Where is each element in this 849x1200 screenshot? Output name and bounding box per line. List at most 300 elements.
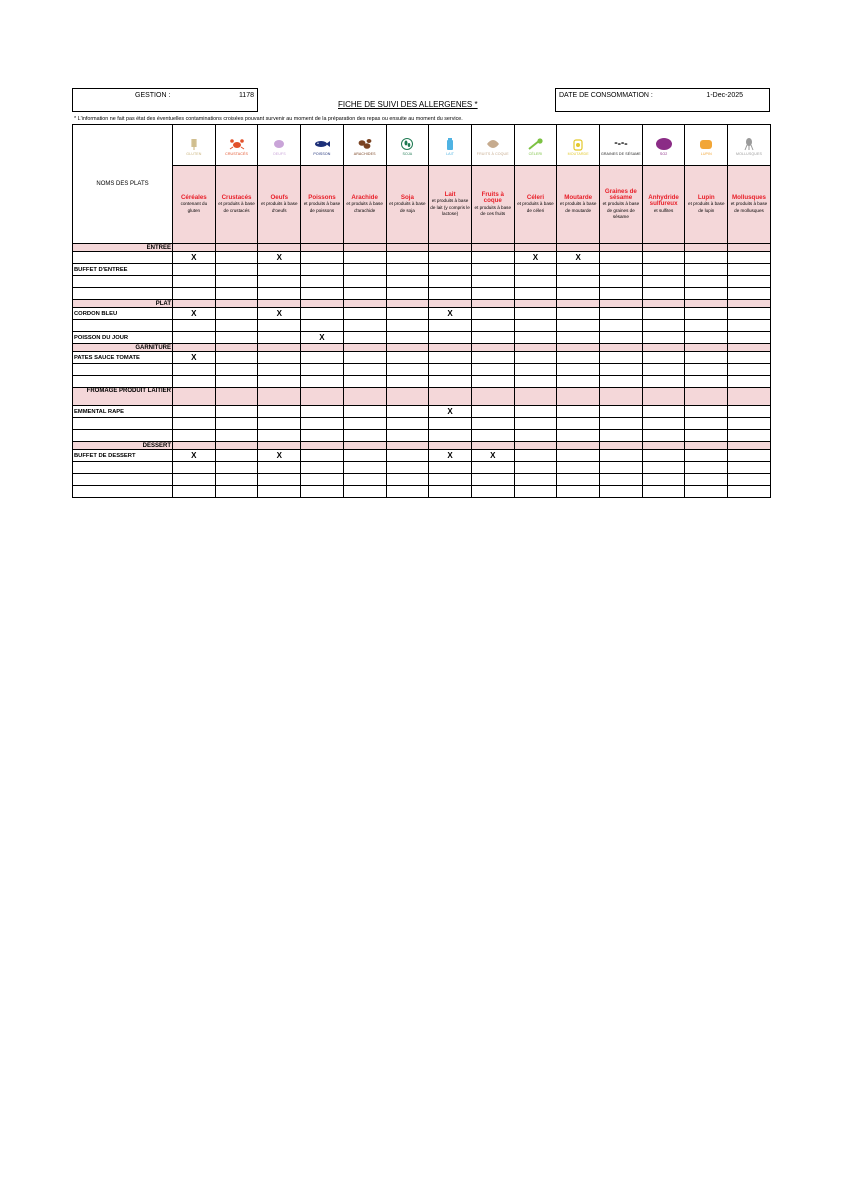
allergen-icon-caption: SOJA [402, 151, 413, 156]
allergen-mark-cell [685, 364, 728, 376]
section-fill-cell [173, 442, 216, 450]
allergen-mark-cell [258, 364, 301, 376]
allergen-mark-cell [258, 418, 301, 430]
allergen-mark-cell [301, 474, 344, 486]
section-fill-cell [557, 344, 600, 352]
allergen-mark-cell [429, 462, 472, 474]
allergen-mark-cell [728, 352, 771, 364]
allergen-mark-cell [258, 276, 301, 288]
allergen-mark-cell [343, 276, 386, 288]
allergen-icon-cell [642, 125, 685, 166]
section-name: DESSERT [73, 442, 173, 450]
allergen-mark-cell [429, 320, 472, 332]
allergen-mark-cell [728, 486, 771, 498]
fish-icon [313, 137, 331, 151]
allergen-mark-cell [557, 364, 600, 376]
allergen-mark-cell [728, 264, 771, 276]
dish-row [73, 320, 771, 332]
section-fill-cell [600, 300, 643, 308]
allergen-mark-cell [514, 462, 557, 474]
soy-icon [398, 137, 416, 151]
allergen-mark-cell [728, 308, 771, 320]
allergen-mark-cell [471, 376, 514, 388]
allergen-mark-cell [301, 486, 344, 498]
dish-name [73, 462, 173, 474]
section-fill-cell [343, 244, 386, 252]
allergen-mark-cell [557, 352, 600, 364]
dish-row [73, 364, 771, 376]
allergen-mark-cell [471, 252, 514, 264]
section-fill-cell [557, 442, 600, 450]
allergen-mark-cell [685, 430, 728, 442]
section-fill-cell [471, 442, 514, 450]
allergen-header-cell [514, 166, 557, 244]
section-fill-cell [728, 344, 771, 352]
allergen-mark-cell [173, 276, 216, 288]
allergen-mark-cell: X [173, 450, 216, 462]
section-fill-cell [642, 442, 685, 450]
allergen-mark-cell [728, 376, 771, 388]
allergen-mark-cell [642, 462, 685, 474]
allergen-mark-cell [386, 352, 429, 364]
section-fill-cell [301, 244, 344, 252]
allergen-mark-cell [557, 332, 600, 344]
allergen-mark-cell [429, 376, 472, 388]
allergen-mark-cell [173, 364, 216, 376]
allergen-header-cell [258, 166, 301, 244]
allergen-mark-cell [685, 288, 728, 300]
crab-icon [228, 137, 246, 151]
section-row [73, 244, 771, 252]
allergen-mark-cell [471, 364, 514, 376]
section-fill-cell [215, 300, 258, 308]
allergen-mark-cell: X [429, 308, 472, 320]
allergen-mark-cell [557, 308, 600, 320]
allergen-mark-cell [386, 474, 429, 486]
allergen-mark-cell [215, 364, 258, 376]
allergen-name: Graines de sésame [604, 187, 637, 202]
allergen-mark-cell [173, 430, 216, 442]
allergen-mark-cell [642, 474, 685, 486]
allergen-name: Anhydride sulfureux [648, 194, 679, 208]
allergen-mark-cell: X [557, 252, 600, 264]
allergen-mark-cell [471, 352, 514, 364]
section-row [73, 388, 771, 406]
allergen-mark-cell [173, 320, 216, 332]
allergen-mark-cell [600, 364, 643, 376]
allergen-mark-cell [642, 376, 685, 388]
allergen-mark-cell [343, 406, 386, 418]
egg-icon [270, 137, 288, 151]
allergen-mark-cell [514, 474, 557, 486]
allergen-mark-cell [557, 450, 600, 462]
allergen-mark-cell [600, 462, 643, 474]
allergen-icon-caption: LUPIN [700, 151, 712, 156]
allergen-mark-cell [728, 418, 771, 430]
allergen-mark-cell [386, 288, 429, 300]
lupin-icon [697, 137, 715, 151]
allergen-mark-cell [258, 320, 301, 332]
allergen-mark-cell [173, 406, 216, 418]
section-fill-cell [642, 300, 685, 308]
allergen-mark-cell: X [471, 450, 514, 462]
allergen-mark-cell [600, 474, 643, 486]
allergen-mark-cell [557, 418, 600, 430]
allergen-description: et sulfites [653, 207, 674, 213]
allergen-mark-cell [642, 288, 685, 300]
allergen-mark-cell [343, 308, 386, 320]
allergen-mark-cell [557, 406, 600, 418]
dish-row [73, 332, 771, 344]
allergen-mark-cell [301, 288, 344, 300]
allergen-mark-cell [429, 264, 472, 276]
allergen-mark-cell [642, 264, 685, 276]
allergen-name: Lait [444, 190, 456, 198]
allergen-table [72, 124, 771, 498]
allergen-icon-caption: POISSON [313, 151, 331, 156]
allergen-mark-cell [728, 252, 771, 264]
allergen-mark-cell [386, 332, 429, 344]
section-fill-cell [514, 442, 557, 450]
allergen-icon-cell [429, 125, 472, 166]
celery-icon [526, 137, 544, 151]
milk-icon [441, 137, 459, 151]
allergen-icon-cell [557, 125, 600, 166]
dish-name [73, 418, 173, 430]
allergen-mark-cell [471, 474, 514, 486]
dish-row [73, 450, 771, 462]
section-row [73, 300, 771, 308]
allergen-mark-cell [514, 264, 557, 276]
section-fill-cell [471, 344, 514, 352]
dish-row [73, 430, 771, 442]
gestion-box [72, 88, 258, 112]
allergen-icon-caption: OEUFS [272, 151, 286, 156]
section-fill-cell [386, 344, 429, 352]
allergen-mark-cell [685, 450, 728, 462]
allergen-name: Céleri [526, 194, 545, 202]
section-fill-cell [471, 300, 514, 308]
dish-row [73, 264, 771, 276]
allergen-mark-cell [728, 462, 771, 474]
mollusc-icon [740, 137, 758, 151]
allergen-mark-cell [343, 332, 386, 344]
allergen-mark-cell [343, 252, 386, 264]
allergen-description: et produits à base d'arachide [346, 201, 383, 213]
allergen-mark-cell [343, 264, 386, 276]
section-fill-cell [471, 388, 514, 406]
allergen-icon-cell [471, 125, 514, 166]
allergen-mark-cell [600, 486, 643, 498]
section-fill-cell [514, 244, 557, 252]
allergen-description: et produits à base de soja [389, 201, 426, 213]
allergen-mark-cell [215, 418, 258, 430]
allergen-mark-cell [557, 264, 600, 276]
allergen-mark-cell [343, 320, 386, 332]
allergen-mark-cell [600, 288, 643, 300]
allergen-mark-cell [215, 288, 258, 300]
allergen-mark-cell [471, 264, 514, 276]
allergen-mark-cell [429, 474, 472, 486]
mustard-icon [569, 137, 587, 151]
allergen-mark-cell [258, 264, 301, 276]
allergen-mark-cell [642, 430, 685, 442]
allergen-mark-cell [685, 474, 728, 486]
allergen-mark-cell [301, 364, 344, 376]
allergen-mark-cell [642, 486, 685, 498]
allergen-icon-caption: LAIT [446, 151, 455, 156]
dish-name: POISSON DU JOUR [73, 332, 173, 344]
allergen-icon-cell [173, 125, 216, 166]
allergen-icon-caption: MOUTARDE [567, 151, 589, 156]
dish-name [73, 364, 173, 376]
allergen-mark-cell [429, 430, 472, 442]
allergen-icon-caption: SO2 [659, 151, 668, 156]
dish-row [73, 308, 771, 320]
allergen-mark-cell [343, 418, 386, 430]
allergen-header-cell [557, 166, 600, 244]
allergen-mark-cell [215, 264, 258, 276]
section-name: PLAT [73, 300, 173, 308]
allergen-mark-cell [343, 430, 386, 442]
allergen-mark-cell [173, 486, 216, 498]
allergen-mark-cell [514, 486, 557, 498]
allergen-description: et produits à base de mollusques [730, 201, 768, 213]
allergen-mark-cell [386, 320, 429, 332]
allergen-mark-cell [258, 288, 301, 300]
dish-name: BUFFET D'ENTREE [73, 264, 173, 276]
allergen-mark-cell [471, 418, 514, 430]
allergen-mark-cell [728, 276, 771, 288]
sulphite-icon [655, 137, 673, 151]
section-fill-cell [728, 300, 771, 308]
allergen-mark-cell [301, 462, 344, 474]
allergen-mark-cell [173, 474, 216, 486]
allergen-mark-cell [471, 320, 514, 332]
allergen-mark-cell [258, 406, 301, 418]
allergen-mark-cell [728, 430, 771, 442]
allergen-mark-cell [642, 418, 685, 430]
allergen-mark-cell [514, 308, 557, 320]
section-fill-cell [557, 244, 600, 252]
allergen-mark-cell [343, 450, 386, 462]
allergen-description: et produits à base de graines de sésame [602, 201, 640, 219]
allergen-mark-cell [557, 430, 600, 442]
allergen-mark-cell [301, 276, 344, 288]
allergen-mark-cell [301, 352, 344, 364]
allergen-mark-cell [557, 474, 600, 486]
section-fill-cell [471, 244, 514, 252]
allergen-name: Crustacés [221, 194, 252, 202]
allergen-mark-cell [471, 332, 514, 344]
section-fill-cell [258, 244, 301, 252]
allergen-mark-cell [386, 276, 429, 288]
dish-name [73, 430, 173, 442]
allergen-header-cell [728, 166, 771, 244]
allergen-name: Céréales [180, 194, 207, 202]
gestion-label: GESTION : [135, 92, 171, 99]
allergen-mark-cell [471, 276, 514, 288]
allergen-mark-cell [514, 450, 557, 462]
allergen-mark-cell [685, 352, 728, 364]
allergen-mark-cell [215, 450, 258, 462]
section-fill-cell [386, 300, 429, 308]
allergen-mark-cell [429, 486, 472, 498]
allergen-mark-cell [471, 308, 514, 320]
section-fill-cell [301, 344, 344, 352]
allergen-description: et produits à base de moutarde [559, 201, 597, 213]
allergen-mark-cell [343, 352, 386, 364]
allergen-mark-cell [728, 364, 771, 376]
gestion-value: 1178 [238, 92, 254, 99]
allergen-name: Soja [400, 194, 414, 202]
allergen-mark-cell [685, 486, 728, 498]
allergen-mark-cell: X [258, 252, 301, 264]
allergen-mark-cell [557, 486, 600, 498]
section-fill-cell [728, 442, 771, 450]
dish-row [73, 486, 771, 498]
allergen-mark-cell [600, 430, 643, 442]
allergen-name: Mollusques [731, 194, 767, 202]
allergen-mark-cell [301, 320, 344, 332]
allergen-name: Arachide [351, 194, 378, 202]
allergen-mark-cell [557, 276, 600, 288]
allergen-mark-cell [685, 418, 728, 430]
allergen-mark-cell: X [173, 308, 216, 320]
dish-row [73, 352, 771, 364]
allergen-header-cell [215, 166, 258, 244]
allergen-mark-cell [343, 474, 386, 486]
allergen-header-cell [343, 166, 386, 244]
allergen-mark-cell [343, 376, 386, 388]
allergen-mark-cell [514, 376, 557, 388]
allergen-mark-cell [685, 252, 728, 264]
section-fill-cell [728, 388, 771, 406]
dish-name: PATES SAUCE TOMATE [73, 352, 173, 364]
allergen-mark-cell [173, 418, 216, 430]
allergen-mark-cell [514, 332, 557, 344]
allergen-mark-cell [685, 406, 728, 418]
allergen-description: contenant du gluten [180, 201, 208, 213]
allergen-mark-cell: X [173, 252, 216, 264]
allergen-mark-cell [386, 418, 429, 430]
dish-row [73, 276, 771, 288]
section-fill-cell [343, 300, 386, 308]
allergen-mark-cell [728, 474, 771, 486]
allergen-mark-cell [386, 486, 429, 498]
dish-row [73, 288, 771, 300]
date-box [555, 88, 770, 112]
allergen-mark-cell [386, 376, 429, 388]
allergen-mark-cell [301, 418, 344, 430]
allergen-mark-cell [600, 406, 643, 418]
section-fill-cell [343, 344, 386, 352]
section-row [73, 344, 771, 352]
page-title: FICHE DE SUIVI DES ALLERGENES * [338, 100, 478, 109]
allergen-mark-cell [514, 288, 557, 300]
section-fill-cell [258, 442, 301, 450]
allergen-mark-cell [728, 320, 771, 332]
allergen-mark-cell [215, 352, 258, 364]
section-name: FROMAGE PRODUIT LAITIER [73, 388, 173, 406]
section-fill-cell [600, 344, 643, 352]
allergen-mark-cell [471, 462, 514, 474]
dish-name [73, 376, 173, 388]
allergen-icon-caption: CRUSTACÉS [225, 151, 248, 156]
allergen-name: Oeufs [270, 194, 289, 202]
allergen-header-cell [642, 166, 685, 244]
icon-corner-cell [73, 125, 173, 244]
allergen-icon-cell [600, 125, 643, 166]
allergen-mark-cell [642, 276, 685, 288]
allergen-mark-cell [557, 320, 600, 332]
allergen-mark-cell [173, 462, 216, 474]
wheat-icon [185, 137, 203, 151]
allergen-mark-cell [386, 264, 429, 276]
allergen-description: et produits à base d'oeufs [260, 201, 298, 213]
dish-name [73, 474, 173, 486]
allergen-mark-cell [429, 288, 472, 300]
allergen-mark-cell [215, 486, 258, 498]
section-fill-cell [386, 244, 429, 252]
allergen-mark-cell [557, 376, 600, 388]
allergen-name: Poissons [308, 194, 336, 202]
allergen-mark-cell [173, 376, 216, 388]
allergen-mark-cell [343, 364, 386, 376]
allergen-mark-cell: X [429, 450, 472, 462]
allergen-mark-cell [514, 418, 557, 430]
date-label: DATE DE CONSOMMATION : [559, 92, 653, 99]
allergen-mark-cell [514, 276, 557, 288]
allergen-mark-cell [301, 450, 344, 462]
allergen-mark-cell [642, 320, 685, 332]
allergen-header-row [73, 166, 771, 244]
allergen-icon-caption: FRUITS À COQUE [476, 151, 509, 156]
allergen-mark-cell [600, 276, 643, 288]
nut-icon [484, 137, 502, 151]
allergen-mark-cell [343, 462, 386, 474]
allergen-mark-cell [728, 288, 771, 300]
section-fill-cell [301, 442, 344, 450]
allergen-mark-cell [429, 418, 472, 430]
allergen-mark-cell [642, 364, 685, 376]
allergen-mark-cell [600, 332, 643, 344]
allergen-mark-cell [642, 252, 685, 264]
allergen-mark-cell [642, 352, 685, 364]
section-fill-cell [215, 244, 258, 252]
dish-name [73, 288, 173, 300]
allergen-mark-cell [386, 406, 429, 418]
dish-row [73, 474, 771, 486]
section-fill-cell [429, 244, 472, 252]
allergen-mark-cell [728, 332, 771, 344]
allergen-icon-caption: GLUTEN [186, 151, 202, 156]
allergen-mark-cell [386, 430, 429, 442]
allergen-mark-cell [173, 288, 216, 300]
allergen-mark-cell [685, 264, 728, 276]
allergen-mark-cell [685, 320, 728, 332]
section-fill-cell [685, 300, 728, 308]
allergen-mark-cell [386, 462, 429, 474]
allergen-mark-cell [215, 376, 258, 388]
section-name: ENTREE [73, 244, 173, 252]
section-fill-cell [429, 300, 472, 308]
peanut-icon [356, 137, 374, 151]
allergen-header-cell [471, 166, 514, 244]
section-fill-cell [258, 300, 301, 308]
dish-name [73, 252, 173, 264]
allergen-mark-cell [600, 418, 643, 430]
